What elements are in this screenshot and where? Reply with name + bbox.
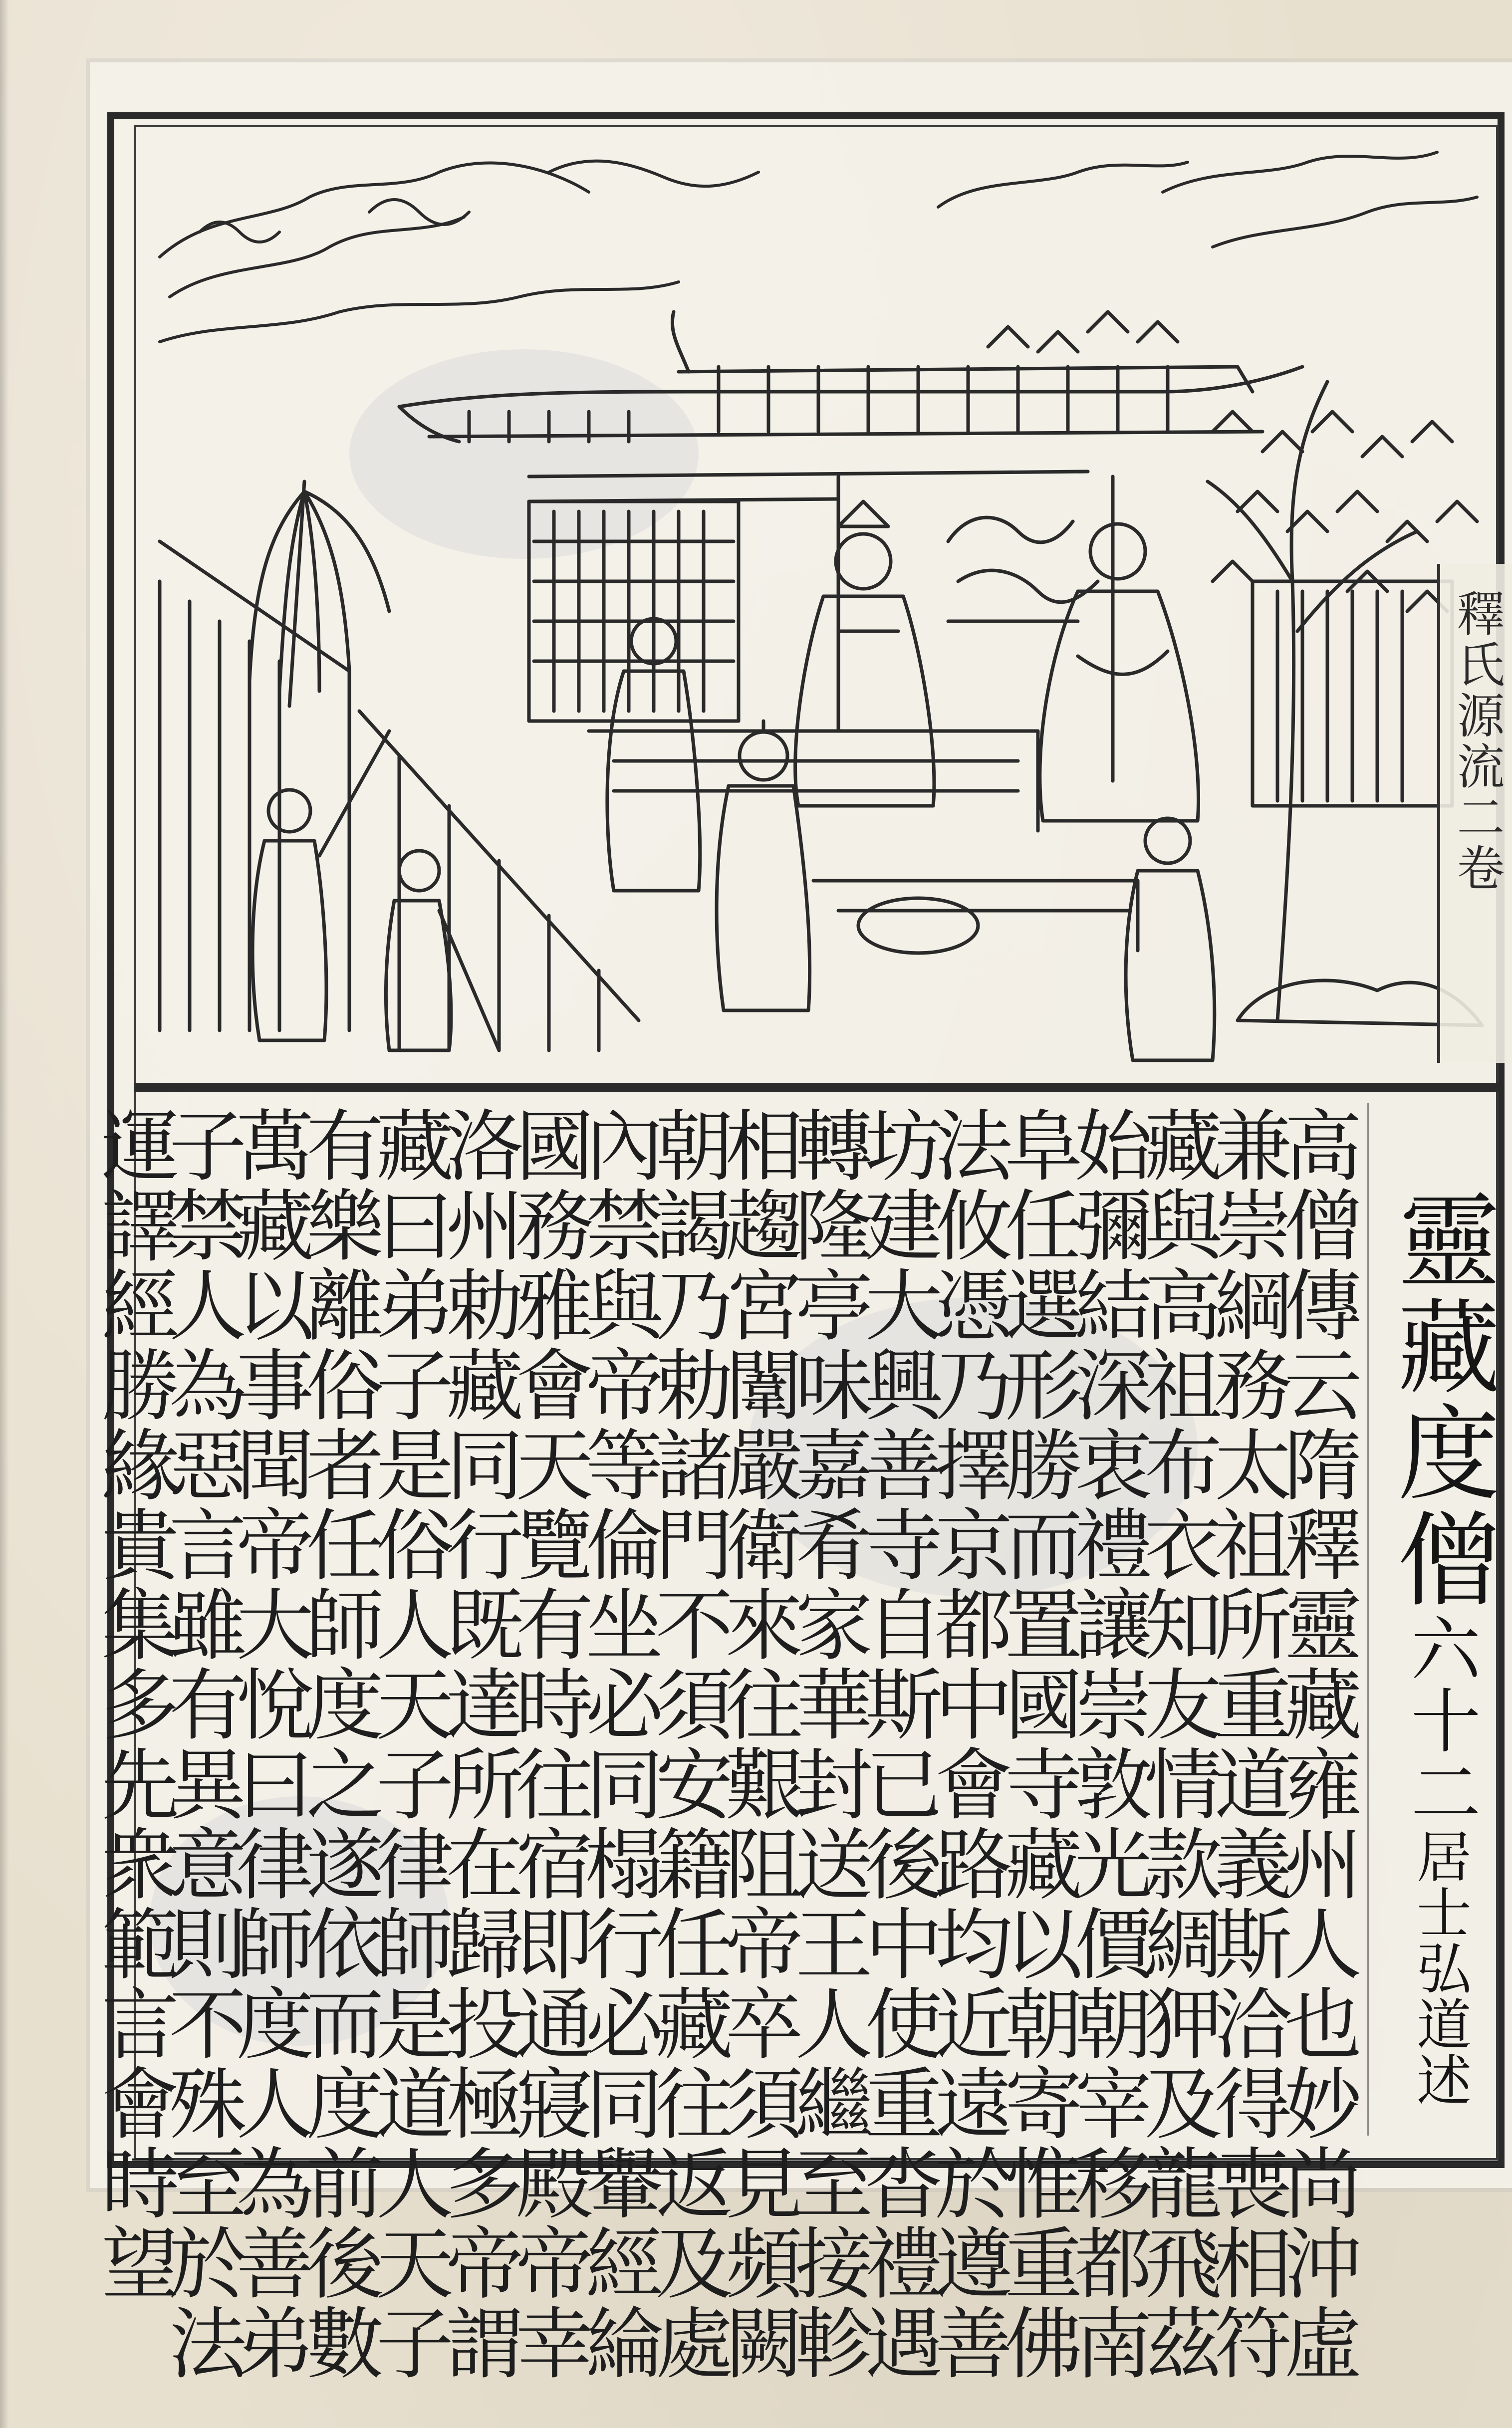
- chapter-heading: [1382, 1188, 1497, 2108]
- text-column: 兼崇綱務太祖所重道義斯洽得喪相符: [1201, 1105, 1292, 2383]
- chapter-number: 六十二: [1399, 1613, 1481, 1828]
- text-column: 藏曰弟子是俗人天子律師是道人天子: [363, 1105, 454, 2383]
- cloud-motif: [160, 152, 1477, 342]
- woodblock-illustration: [140, 132, 1492, 1075]
- text-column: 相趨宮闈嚴衛來往艱阻帝卒須見頻闕: [712, 1105, 803, 2383]
- text-column: 運譯經勝緣貴集多先衆範言會時望: [88, 1105, 179, 2303]
- text-column: 法攸憑乃擇京都中會路均近遠於遵善: [922, 1105, 1012, 2383]
- pavilion-roof: [399, 312, 1302, 501]
- column-rule: [1367, 1103, 1369, 2136]
- text-column: 有樂離俗者任師度之遂依而度前後數: [293, 1105, 384, 2383]
- stone-platform: [589, 731, 1138, 953]
- text-column: 子禁人為惡言雖有異意則不殊至於法: [156, 1105, 247, 2383]
- margin-book-title: 釋氏源流二卷: [1449, 589, 1505, 894]
- figure-monk-lingzang: [1040, 524, 1199, 821]
- figure-guard-second: [386, 851, 499, 1050]
- figure-guard-left: [252, 731, 389, 1040]
- text-column: 始彌結深衷禮讓崇敦光價朝宰移都南: [1061, 1105, 1152, 2383]
- text-column: 朝謁乃勅諸門不須安籍任藏往返及處: [642, 1105, 733, 2383]
- text-column: 內禁與帝等倫坐必同榻行必同轝經綸: [572, 1105, 663, 2383]
- garden-railing: [160, 541, 639, 1050]
- text-column: 藏與高祖布衣知友情款綢狎及龍飛茲: [1131, 1105, 1222, 2383]
- text-column: 高僧傳云隋釋靈藏雍州人也妙尚沖虛: [1271, 1105, 1362, 2383]
- illustration-scene: [140, 132, 1492, 1075]
- section-divider: [134, 1083, 1499, 1092]
- dragon-screen: [948, 517, 1098, 621]
- pavilion-walls: [529, 477, 1452, 806]
- chapter-author: 居士弘道述: [1408, 1828, 1472, 2108]
- binding-shadow: [0, 0, 9, 2428]
- text-column: 洛州勅藏同行既達所在歸投極多帝謂: [433, 1105, 523, 2383]
- chapter-title: 靈藏度僧: [1380, 1188, 1499, 1613]
- text-column: 阜任選形勝而置國寺藏以朝寄惟重佛: [992, 1105, 1082, 2383]
- text-column: 國務雅會天覽有時往宿即通寢殿帝幸: [503, 1105, 593, 2383]
- willow-tree: [250, 482, 389, 706]
- text-column: 轉隆亭味嘉肴家華封送王人繼至接軫: [782, 1105, 873, 2383]
- text-column: 萬藏以事聞帝大悅曰律師度人為善弟: [223, 1105, 314, 2383]
- text-column: 坊建大興善寺自斯已後中使重沓禮遇: [852, 1105, 943, 2383]
